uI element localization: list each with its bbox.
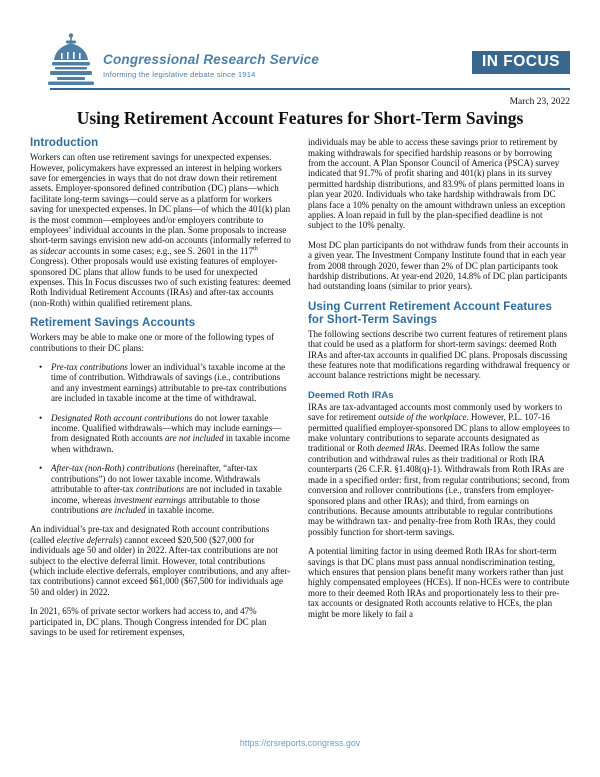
text-run: individuals may be able to access these savings prior to retirement by making withdrawals for specified hardship reasons or by borrowing from the account. A Plan Sponsor Council of America (PSCA) survey indicated that 91.7% of profit sharing and 401(k) plans in its survey permitted hardship distributions, and 83.9% of plans permitted loans in plan year 2020. Individuals who take hardship withdrawals from DC plans face a 10% penalty on the amount withdrawn unless an exception applies. A loan repaid in full by the plan-specified deadline is not subject to the 10% penalty. <box>308 137 566 231</box>
text-run: IRAs are tax-advantaged accounts most commonly used by workers to save for retirement <box>308 401 563 423</box>
text-run: in taxable income. <box>145 504 215 515</box>
text-run: In 2021, 65% of private sector workers had access to, and 47% participated in, DC plans. Though Congress intended for DC plan savings to be used for retirement expenses, <box>30 606 267 637</box>
text-run: attributable to those contributions <box>51 494 260 515</box>
paragraph <box>308 546 570 619</box>
text-run: ) cannot exceed $20,500 ($27,000 for individuals age 50 and older) in 2022. After-tax contributions are not subject to the elective deferral limit. However, total contributions (which include elective deferrals, employer contributions, and any after-tax contributions) cannot exceed $61,000 ($67,500 for individuals age 50 and older) in 2022. <box>30 534 291 597</box>
text-run: Designated Roth account contributions <box>51 412 193 423</box>
text-run: Workers can often use retirement savings for unexpected expenses. However, policymakers have expressed an interest in helping workers save for emergencies in ways that do not draw down their retirement assets. Employer-sponsored defined contribution (DC) plans—which facilitate long-term savings—could serve as a platform for workers saving for unexpected expenses. In DC plans—of which the 401(k) plan is the most common—employees and/or employers contribute to employees’ individual accounts in the plan. Some proposals to increase short-term savings envision new add-on accounts (informally referred to as <box>30 152 291 256</box>
brand-name: Congressional Research Service <box>103 52 320 67</box>
footer <box>0 733 600 751</box>
paragraph <box>308 137 570 231</box>
text-run: . Deemed IRAs follow the same contribution and withdrawal rules as their traditional or Roth IRA counterparts (26 C.F.R. §1.408(q)-1). Withdrawals from Roth IRAs are made in a specified order: first, from regular contributions; second, from conversion and rollover contributions (i.e., transfers from employer-sponsored plans and other IRAs); and third, from earnings on contributions. Because amounts attributable to regular contributions may be withdrawn tax- and penalty-free from Roth IRAs, they could possibly function for short-term savings. <box>308 443 570 537</box>
text-run: sidecar <box>39 245 67 256</box>
bullet-item <box>38 362 292 404</box>
footer-link[interactable]: https://crsreports.congress.gov <box>239 738 361 748</box>
text-run: elective deferrals <box>56 534 119 545</box>
text-run: Pre-tax contributions <box>51 362 128 373</box>
bullet-item <box>38 413 292 455</box>
section-heading: Introduction <box>30 137 99 150</box>
text-run: are not included <box>164 433 224 444</box>
text-run: are not included in taxable income, whereas <box>51 484 282 505</box>
capitol-dome-icon <box>48 33 94 85</box>
text-run: An individual’s pre-tax and designated Roth account contributions (called <box>30 524 270 545</box>
left-column <box>30 137 292 646</box>
text-run: Most DC plan participants do not withdraw funds from their accounts in a given year. The Investment Company Institute found that in each year from 2008 through 2020, fewer than 2% of DC plan participants took hardship distributions. At year-end 2020, 14.8% of DC plan participants had outstanding loans (similar to prior years). <box>308 239 569 292</box>
text-run: do not lower taxable income. Qualified withdrawals—which may include earnings—from designated Roth accounts <box>51 412 282 444</box>
text-run: Congress). Other proposals would use existing features of employer-sponsored DC plans that allow funds to be used for unexpected expenses. This In Focus discusses two of such existing features: deemed Roth Individual Retirement Accounts (IRAs) and after-tax accounts (non-Roth) within qualified retirement plans. <box>30 256 291 308</box>
right-column <box>308 137 570 646</box>
text-run: Workers may be able to make one or more of the following types of contributions to their DC plans: <box>30 332 274 353</box>
brand-tagline: Informing the legislative debate since 1914 <box>103 69 256 79</box>
paragraph <box>308 240 570 292</box>
section-subheading: Deemed Roth IRAs <box>308 389 394 401</box>
paragraph <box>308 402 570 537</box>
text-run: are included <box>100 504 146 515</box>
brand-text <box>103 53 319 79</box>
text-run: lower an individual’s taxable income at the time of contribution. Withdrawals of savings (i.e., contributions and any investment earnings) attributable to pre-tax contributions are included in taxable income at the time of withdrawal. <box>51 362 287 404</box>
paragraph <box>30 152 292 308</box>
paragraph <box>308 329 570 381</box>
in-focus-badge: IN FOCUS <box>472 51 570 74</box>
text-run: The following sections describe two current features of retirement plans that could be used as a platform for short-term savings: deemed Roth IRAs and after-tax accounts in qualified DC plans. Proposals discussing these features note that modifications regarding withdrawal frequency or account balance restrictions might be necessary. <box>308 328 570 381</box>
text-run: th <box>253 245 258 252</box>
text-run: . However, P.L. 107-16 permitted qualified employer-sponsored DC plans to allow employees to make voluntary contributions to separate accounts designated as traditional or Roth <box>308 412 570 454</box>
text-run: After-tax (non-Roth) contributions <box>51 463 175 474</box>
header-rule <box>50 88 570 90</box>
paragraph <box>30 332 292 353</box>
page-title: Using Retirement Account Features for Short-Term Savings <box>76 108 524 128</box>
text-run: deemed IRAs <box>376 443 424 454</box>
text-run: outside of the workplace <box>378 412 467 423</box>
text-run: A potential limiting factor in using deemed Roth IRAs for short-term savings is that DC plans must pass annual nondiscrimination testing, which ensures that pension plans benefit many workers rather than just highly compensated employees (HCEs). If non-HCEs were to contribute more to their deemed Roth IRAs and proportionately less to their pre-tax accounts or designated Roth accounts relative to HCEs, the plan might be more likely to fail a <box>308 546 570 619</box>
article-body <box>30 137 570 646</box>
section-heading: Using Current Retirement Account Features for Short-Term Savings <box>308 300 552 326</box>
text-run: accounts in some cases; e.g., see S. 2601 in the 117 <box>66 245 254 256</box>
bullet-item <box>38 463 292 515</box>
text-run: (hereinafter, “after-tax contributions”) do not lower taxable income. Withdrawals attributable to after-tax <box>51 463 261 495</box>
paragraph <box>30 524 292 597</box>
text-run: investment earnings <box>113 494 186 505</box>
section-heading: Retirement Savings Accounts <box>30 317 196 330</box>
bullet-list <box>30 362 292 515</box>
paragraph <box>30 606 292 637</box>
text-run: in taxable income when withdrawn. <box>51 433 290 454</box>
text-run: contributions <box>136 484 185 495</box>
document-date: March 23, 2022 <box>509 97 570 107</box>
header <box>30 33 570 85</box>
